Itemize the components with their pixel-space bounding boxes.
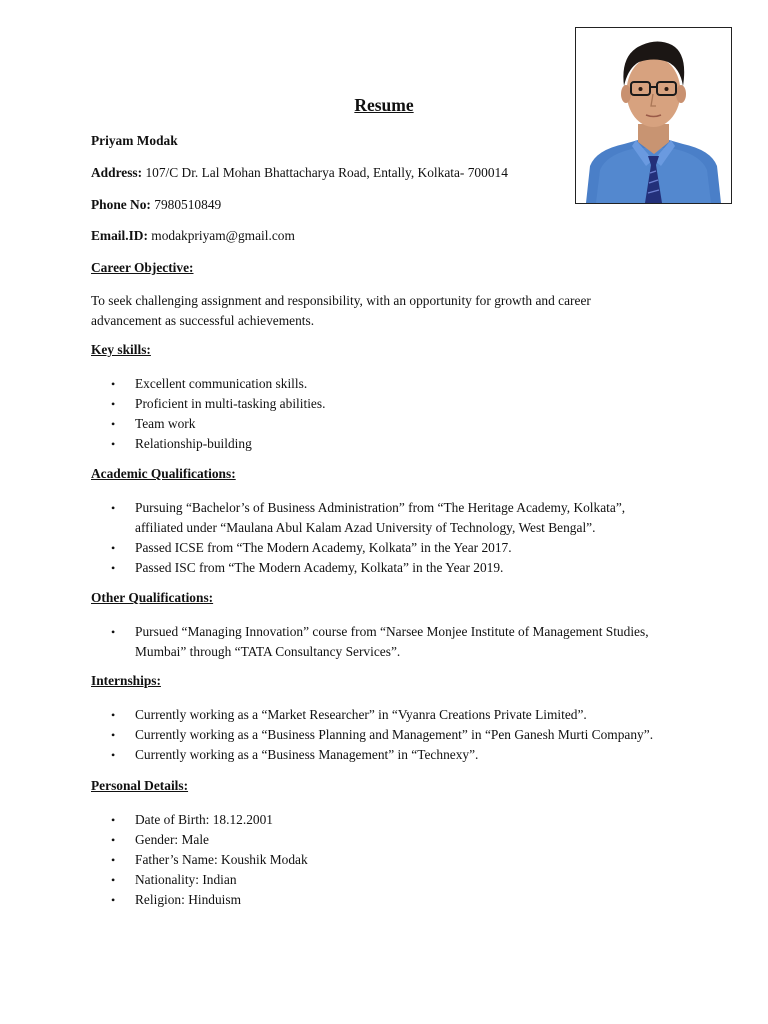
list-item-text: Date of Birth: 18.12.2001 <box>135 812 273 827</box>
address-line <box>91 165 508 181</box>
list-item-text: Passed ISC from “The Modern Academy, Kolkata” in the Year 2019. <box>135 560 504 575</box>
list-item-text: Pursuing “Bachelor’s of Business Administration” from “The Heritage Academy, Kolkata”, <box>135 500 626 515</box>
bullet-icon: • <box>111 833 116 847</box>
list-item-text: Currently working as a “Business Management” in “Technexy”. <box>135 747 479 762</box>
bullet-icon: • <box>111 728 116 742</box>
list-item <box>91 870 691 890</box>
bullet-icon: • <box>111 501 116 515</box>
list-item <box>91 830 691 850</box>
phone-line <box>91 197 221 213</box>
bullet-icon: • <box>111 625 116 639</box>
bullet-icon: • <box>111 748 116 762</box>
internships-heading: Internships: <box>91 673 161 688</box>
key-skills-list <box>91 374 691 454</box>
career-objective-line: To seek challenging assignment and responsibility, with an opportunity for growth and career <box>91 293 591 308</box>
list-item-text: Relationship-building <box>135 436 252 451</box>
address-label: Address: <box>91 165 143 180</box>
list-item <box>91 745 691 765</box>
list-item <box>91 498 691 538</box>
other-qualifications-list <box>91 622 691 662</box>
bullet-icon: • <box>111 873 116 887</box>
list-item <box>91 810 691 830</box>
email-value: modakpriyam@gmail.com <box>151 228 295 243</box>
list-item-text: Team work <box>135 416 196 431</box>
page-title: Resume <box>354 95 414 115</box>
list-item-text: Nationality: Indian <box>135 872 237 887</box>
list-item-text: Currently working as a “Market Researcher” in “Vyanra Creations Private Limited”. <box>135 707 587 722</box>
list-item <box>91 394 691 414</box>
career-objective-heading: Career Objective: <box>91 260 194 275</box>
address-value: 107/C Dr. Lal Mohan Bhattacharya Road, Entally, Kolkata- 700014 <box>145 165 508 180</box>
bullet-icon: • <box>111 813 116 827</box>
bullet-icon: • <box>111 437 116 451</box>
candidate-name: Priyam Modak <box>91 133 178 148</box>
phone-label: Phone No: <box>91 197 151 212</box>
list-item <box>91 558 691 578</box>
bullet-icon: • <box>111 853 116 867</box>
career-objective-line: advancement as successful achievements. <box>91 313 315 328</box>
list-item <box>91 414 691 434</box>
list-item-text: Religion: Hinduism <box>135 892 242 907</box>
email-line <box>91 228 295 244</box>
list-item-text: Gender: Male <box>135 832 209 847</box>
internships-list <box>91 705 691 765</box>
list-item <box>91 622 691 662</box>
bullet-icon: • <box>111 417 116 431</box>
academic-list <box>91 498 691 578</box>
list-item <box>91 434 691 454</box>
list-item-text: Proficient in multi-tasking abilities. <box>135 396 326 411</box>
key-skills-heading: Key skills: <box>91 342 151 357</box>
list-item-text: Pursued “Managing Innovation” course from “Narsee Monjee Institute of Management Studies, <box>135 624 649 639</box>
list-item-text: Excellent communication skills. <box>135 376 308 391</box>
career-objective-text <box>91 291 651 331</box>
list-item <box>91 890 691 910</box>
list-item <box>91 705 691 725</box>
list-item <box>91 538 691 558</box>
bullet-icon: • <box>111 397 116 411</box>
bullet-icon: • <box>111 708 116 722</box>
bullet-icon: • <box>111 377 116 391</box>
phone-value: 7980510849 <box>154 197 222 212</box>
personal-details-list <box>91 810 691 910</box>
list-item <box>91 374 691 394</box>
other-qualifications-heading: Other Qualifications: <box>91 590 214 605</box>
bullet-icon: • <box>111 561 116 575</box>
list-item-text: Father’s Name: Koushik Modak <box>135 852 308 867</box>
list-item-text: affiliated under “Maulana Abul Kalam Azad University of Technology, West Bengal”. <box>135 520 596 535</box>
bullet-icon: • <box>111 893 116 907</box>
list-item-text: Passed ICSE from “The Modern Academy, Kolkata” in the Year 2017. <box>135 540 512 555</box>
list-item-text: Mumbai” through “TATA Consultancy Services”. <box>135 644 401 659</box>
personal-details-heading: Personal Details: <box>91 778 189 793</box>
email-label: Email.ID: <box>91 228 148 243</box>
list-item-text: Currently working as a “Business Planning and Management” in “Pen Ganesh Murti Company”. <box>135 727 654 742</box>
list-item <box>91 725 691 745</box>
bullet-icon: • <box>111 541 116 555</box>
list-item <box>91 850 691 870</box>
academic-heading: Academic Qualifications: <box>91 466 236 481</box>
